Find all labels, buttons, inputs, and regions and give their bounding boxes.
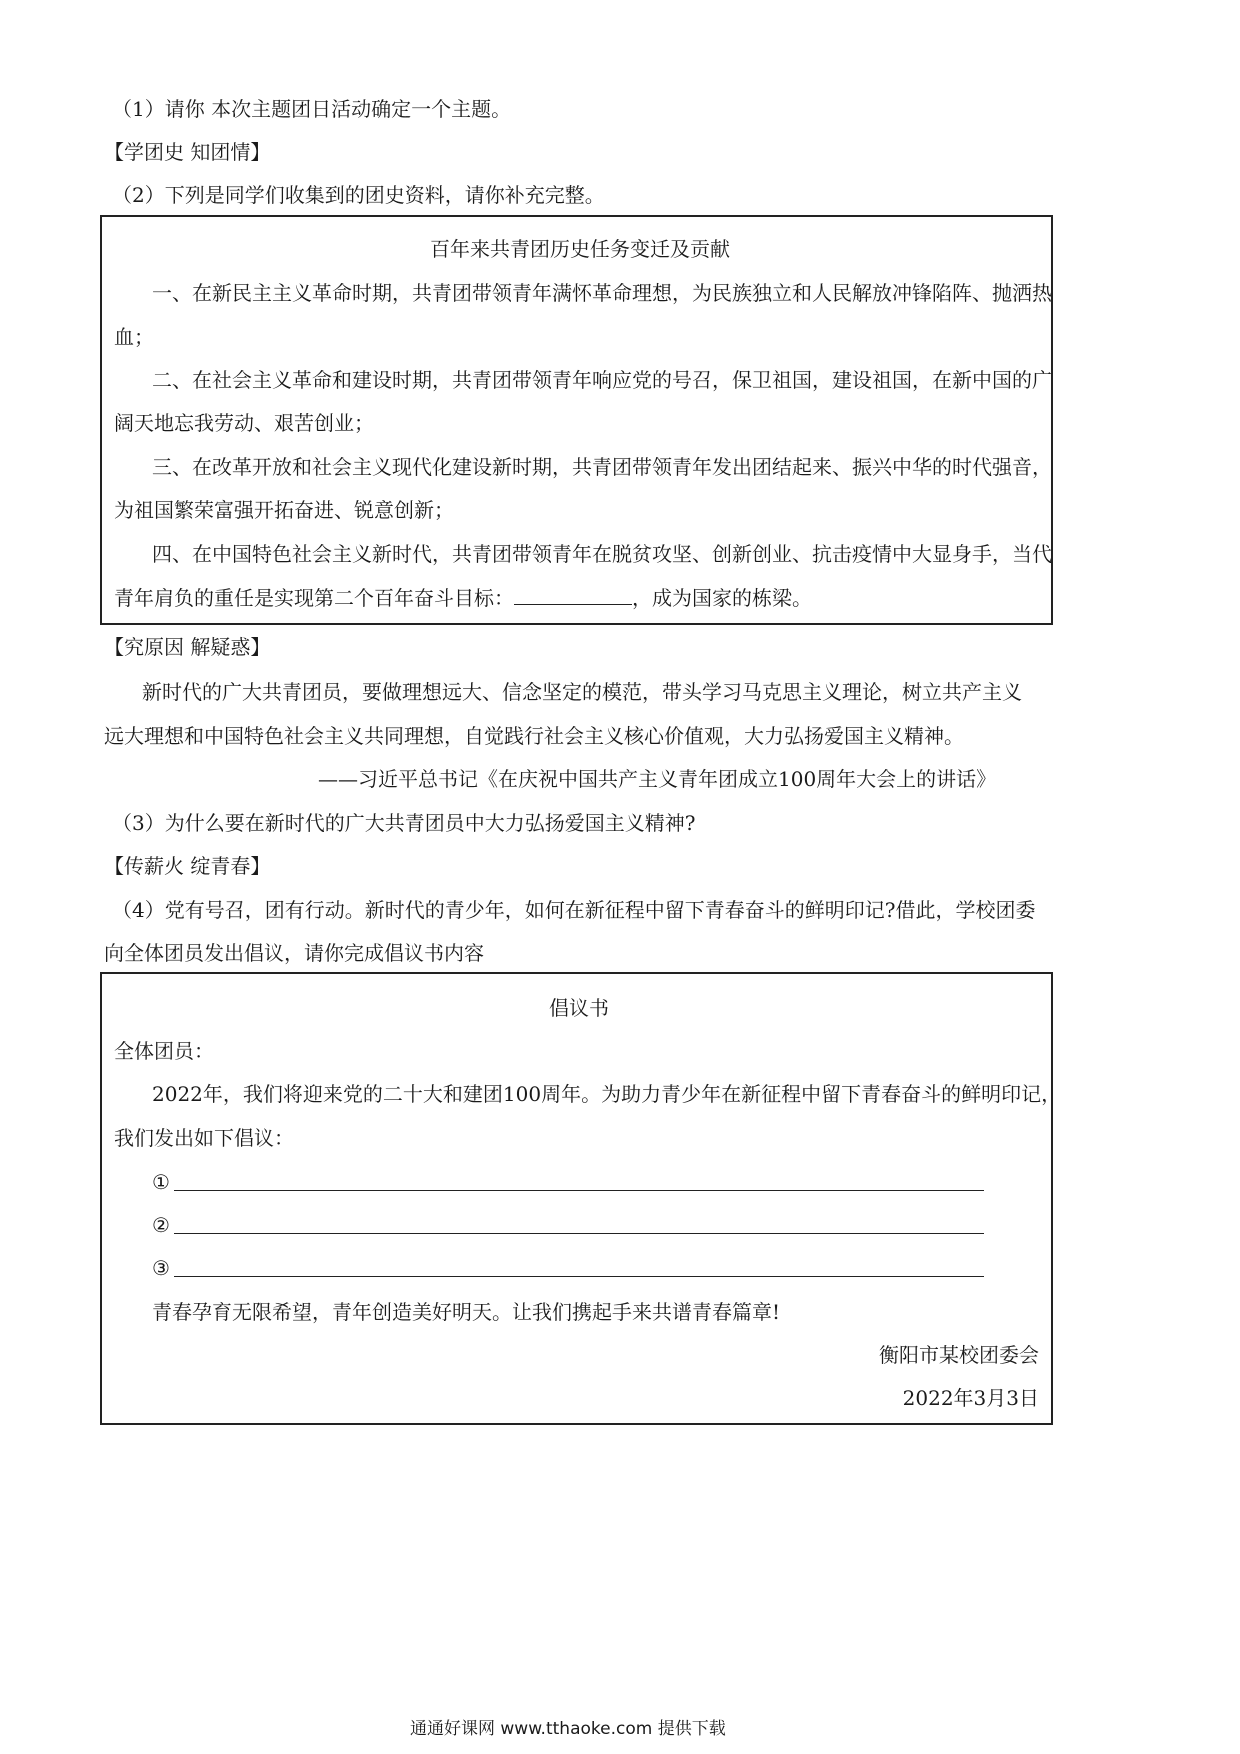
- history-para-4b-prefix: 青年肩负的重任是实现第二个百年奋斗目标：: [114, 586, 514, 610]
- history-para-1b: 血；: [114, 325, 154, 349]
- history-para-2a: 二、在社会主义革命和建设时期，共青团带领青年响应党的号召，保卫祖国，建设祖国，在新中国的广: [152, 368, 1052, 392]
- proposal-item-marker-3: ③: [152, 1256, 170, 1280]
- question-2: （2）下列是同学们收集到的团史资料，请你补充完整。: [112, 183, 605, 207]
- history-para-3a: 三、在改革开放和社会主义现代化建设新时期，共青团带领青年发出团结起来、振兴中华的时代强音，: [152, 455, 1052, 479]
- proposal-date: 2022年3月3日: [902, 1386, 1039, 1410]
- quote-line-1: 新时代的广大共青团员，要做理想远大、信念坚定的模范，带头学习马克思主义理论，树立共产主义: [142, 680, 1022, 704]
- history-para-4a: 四、在中国特色社会主义新时代，共青团带领青年在脱贫攻坚、创新创业、抗击疫情中大显身手，当代: [152, 542, 1052, 566]
- section-heading-reason: 【究原因 解疑惑】: [104, 635, 271, 659]
- proposal-salutation: 全体团员：: [114, 1039, 214, 1063]
- proposal-item-line-3[interactable]: [174, 1276, 984, 1277]
- question-4-line-2: 向全体团员发出倡议，请你完成倡议书内容: [104, 941, 484, 965]
- section-heading-history: 【学团史 知团情】: [104, 140, 271, 164]
- proposal-signer: 衡阳市某校团委会: [879, 1343, 1039, 1367]
- question-4-line-1: （4）党有号召，团有行动。新时代的青少年，如何在新征程中留下青春奋斗的鲜明印记?借此，学校团委: [112, 898, 1036, 922]
- question-1: （1）请你 本次主题团日活动确定一个主题。: [112, 97, 512, 121]
- proposal-title: 倡议书: [549, 996, 609, 1020]
- section-heading-youth: 【传薪火 绽青春】: [104, 854, 271, 878]
- proposal-item-marker-1: ①: [152, 1170, 170, 1194]
- history-para-4b: [114, 584, 812, 611]
- answer-blank[interactable]: [514, 584, 632, 605]
- footer-download-note: 通通好课网 www.tthaoke.com 提供下载: [410, 1719, 726, 1739]
- question-3: （3）为什么要在新时代的广大共青团员中大力弘扬爱国主义精神?: [112, 811, 696, 835]
- history-para-2b: 阔天地忘我劳动、艰苦创业；: [114, 411, 374, 435]
- proposal-closing: 青春孕育无限希望，青年创造美好明天。让我们携起手来共谱青春篇章!: [152, 1300, 781, 1324]
- proposal-box: [100, 972, 1062, 1425]
- history-para-1a: 一、在新民主主义革命时期，共青团带领青年满怀革命理想，为民族独立和人民解放冲锋陷阵、抛洒热: [152, 281, 1052, 305]
- history-para-3b: 为祖国繁荣富强开拓奋进、锐意创新；: [114, 498, 454, 522]
- proposal-body-2: 我们发出如下倡议：: [114, 1126, 294, 1150]
- history-box: [100, 215, 1053, 625]
- history-para-4b-suffix: ，成为国家的栋梁。: [632, 586, 812, 610]
- quote-line-2: 远大理想和中国特色社会主义共同理想，自觉践行社会主义核心价值观，大力弘扬爱国主义精神。: [104, 724, 964, 748]
- proposal-item-line-1[interactable]: [174, 1190, 984, 1191]
- proposal-item-line-2[interactable]: [174, 1233, 984, 1234]
- history-box-title: 百年来共青团历史任务变迁及贡献: [430, 237, 730, 261]
- proposal-item-marker-2: ②: [152, 1213, 170, 1237]
- quote-source: ——习近平总书记《在庆祝中国共产主义青年团成立100周年大会上的讲话》: [318, 767, 997, 791]
- proposal-body-1: 2022年，我们将迎来党的二十大和建团100周年。为助力青少年在新征程中留下青春奋斗的鲜明印记，: [152, 1082, 1062, 1106]
